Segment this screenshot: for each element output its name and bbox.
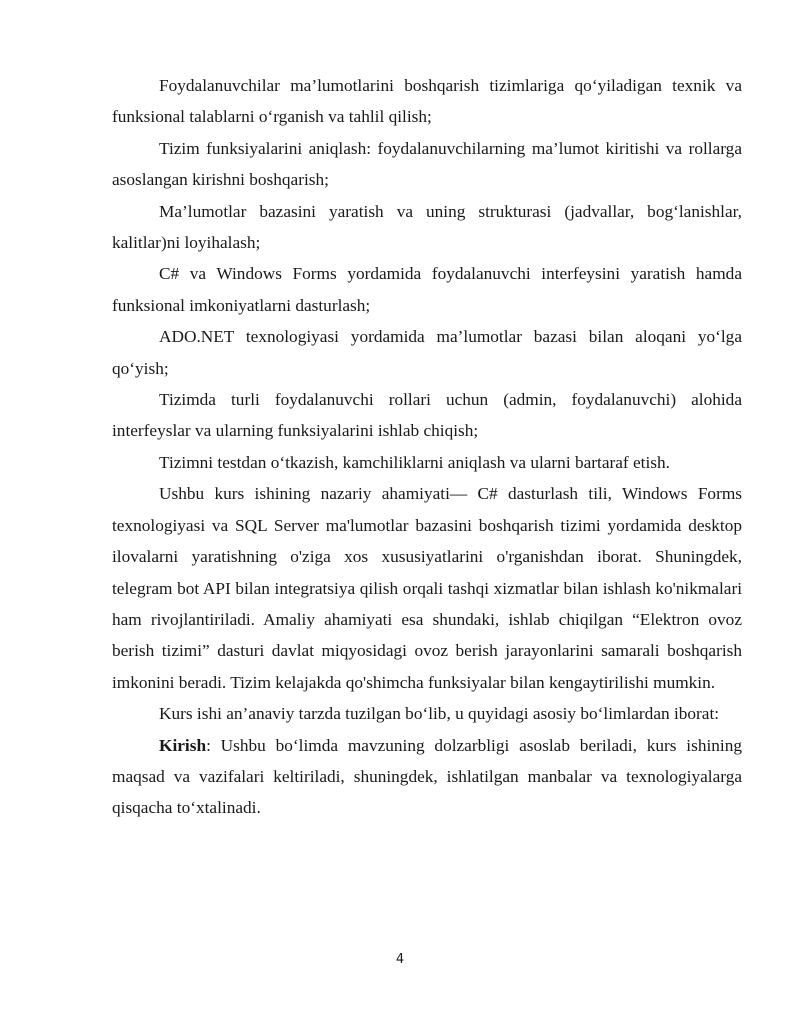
paragraph-task-testing: Tizimni testdan o‘tkazish, kamchiliklarni aniqlash va ularni bartaraf etish. <box>159 452 670 472</box>
paragraph-task-roles: Tizimda turli foydalanuvchi rollari uchun (admin, foydalanuvchi) alohida interfeyslar va ularning funksiyalarini ishlab chiqish; <box>112 390 742 441</box>
paragraph-task-database: Ma’lumotlar bazasini yaratish va uning strukturasi (jadvallar, bog‘lanishlar, kalitlar)ni loyihalash; <box>112 201 742 253</box>
paragraph-significance: Ushbu kurs ishining nazariy ahamiyati— C# dasturlash tili, Windows Forms texnologiyasi va SQL Server ma'lumotlar bazasini boshqarish tizimi yordamida desktop ilovalarni yaratishning o'ziga xos xususiyatlarini o'rganishdan iborat. Shuningdek, telegram bot API bilan integratsiya qilish orqali tashqi xizmatlar bilan ishlash ko'nikmalari ham rivojlantiriladi. Amaliy ahamiyati esa shundaki, ishlab chiqilgan “Elektron ovoz berish tizimi” dasturi davlat miqyosidagi ovoz berish jarayonlarini samarali boshqarish imkonini beradi. Tizim kelajakda qo'shimcha funksiyalar bilan kengaytirilishi mumkin. <box>112 484 742 692</box>
paragraph-task-requirements: Foydalanuvchilar ma’lumotlarini boshqarish tizimlariga qo‘yiladigan texnik va funksional talablarni o‘rganish va tahlil qilish; <box>112 76 742 127</box>
kirish-text: : Ushbu bo‘limda mavzuning dolzarbligi asoslab beriladi, kurs ishining maqsad va vazifalari keltiriladi, shuningdek, ishlatilgan manbalar va texnologiyalarga qisqacha to‘xtalinadi. <box>112 735 742 818</box>
paragraph-task-functions: Tizim funksiyalarini aniqlash: foydalanuvchilarning ma’lumot kiritishi va rollarga asoslangan kirishni boshqarish; <box>112 138 742 190</box>
paragraph-structure: Kurs ishi an’anaviy tarzda tuzilgan bo‘lib, u quyidagi asosiy bo‘limlardan iborat: <box>159 704 720 724</box>
paragraph-task-interface: C# va Windows Forms yordamida foydalanuvchi interfeysini yaratish hamda funksional imkoniyatlarni dasturlash; <box>112 264 742 315</box>
kirish-term: Kirish <box>159 735 207 755</box>
page-body <box>112 70 742 824</box>
page-number: 4 <box>395 952 405 967</box>
paragraph-task-adonet: ADO.NET texnologiyasi yordamida ma’lumotlar bazasi bilan aloqani yo‘lga qo‘yish; <box>112 327 742 378</box>
paragraph-kirish <box>112 730 742 824</box>
